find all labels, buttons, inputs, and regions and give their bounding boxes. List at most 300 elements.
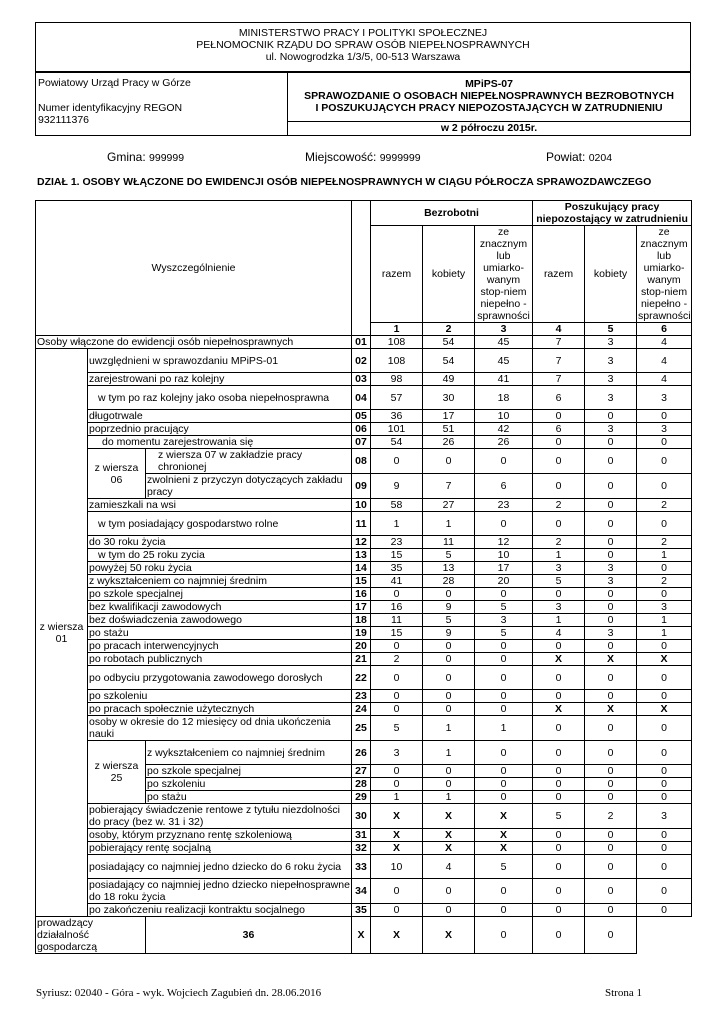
cell-04-col1: 57 xyxy=(371,386,423,410)
row-label-30: pobierający świadczenie rentowe z tytułu niezdolności do pracy (bez w. 31 i 32) xyxy=(88,804,352,829)
plenipotentiary-name: PEŁNOMOCNIK RZĄDU DO SPRAW OSÓB NIEPEŁNOSPRAWNYCH xyxy=(196,39,530,51)
cell-34-col6: 0 xyxy=(637,879,692,904)
cell-09-col5: 0 xyxy=(585,474,637,499)
row-label-04: w tym po raz kolejny jako osoba niepełnosprawna xyxy=(88,386,352,410)
miejscowosc-label: Miejscowość: xyxy=(305,150,377,164)
cell-02-col4: 7 xyxy=(533,349,585,373)
group-label-z25: z wiersza 25 xyxy=(88,741,146,804)
cell-30-col6: 3 xyxy=(637,804,692,829)
report-period: w 2 półroczu 2015r. xyxy=(288,121,690,135)
cell-36-col3: X xyxy=(423,917,475,954)
miejscowosc-field xyxy=(305,150,421,164)
table-row xyxy=(36,917,692,954)
row-label-19: po stażu xyxy=(88,627,352,640)
row-label-21: po robotach publicznych xyxy=(88,653,352,666)
cell-13-col5: 0 xyxy=(585,549,637,562)
cell-26-col6: 0 xyxy=(637,741,692,765)
row-number-19: 19 xyxy=(352,627,371,640)
row-label-28: po szkoleniu xyxy=(146,778,352,791)
cell-30-col3: X xyxy=(475,804,533,829)
cell-02-col6: 4 xyxy=(637,349,692,373)
table-row xyxy=(36,653,692,666)
cell-03-col1: 98 xyxy=(371,373,423,386)
cell-15-col6: 2 xyxy=(637,575,692,588)
cell-36-col1: X xyxy=(352,917,371,954)
cell-02-col3: 45 xyxy=(475,349,533,373)
row-label-07: do momentu zarejestrowania się xyxy=(88,436,352,449)
cell-06-col3: 42 xyxy=(475,423,533,436)
cell-10-col2: 27 xyxy=(423,499,475,512)
cell-18-col4: 1 xyxy=(533,614,585,627)
cell-35-col6: 0 xyxy=(637,904,692,917)
cell-07-col2: 26 xyxy=(423,436,475,449)
cell-11-col5: 0 xyxy=(585,512,637,536)
cell-01-col2: 54 xyxy=(423,336,475,349)
cell-14-col4: 3 xyxy=(533,562,585,575)
cell-30-col5: 2 xyxy=(585,804,637,829)
row-label-26: z wykształceniem co najmniej średnim xyxy=(146,741,352,765)
cell-21-col4: X xyxy=(533,653,585,666)
cell-26-col2: 1 xyxy=(423,741,475,765)
cell-20-col6: 0 xyxy=(637,640,692,653)
cell-06-col1: 101 xyxy=(371,423,423,436)
table-row xyxy=(36,904,692,917)
row-label-03: zarejestrowani po raz kolejny xyxy=(88,373,352,386)
colnum-6: 6 xyxy=(637,323,692,336)
cell-25-col6: 0 xyxy=(637,716,692,741)
group-label-z06: z wiersza 06 xyxy=(88,449,146,499)
identification-box xyxy=(35,72,691,136)
cell-13-col3: 10 xyxy=(475,549,533,562)
row-number-30: 30 xyxy=(352,804,371,829)
col-razem-2: razem xyxy=(533,226,585,323)
cell-15-col4: 5 xyxy=(533,575,585,588)
report-title-line2: I POSZUKUJĄCYCH PRACY NIEPOZOSTAJĄCYCH W ZATRUDNIENIU xyxy=(315,102,663,114)
row-number-09: 09 xyxy=(352,474,371,499)
row-number-21: 21 xyxy=(352,653,371,666)
cell-28-col5: 0 xyxy=(585,778,637,791)
row-label-29: po stażu xyxy=(146,791,352,804)
cell-13-col1: 15 xyxy=(371,549,423,562)
row-number-13: 13 xyxy=(352,549,371,562)
cell-09-col1: 9 xyxy=(371,474,423,499)
row-label-25: osoby w okresie do 12 miesięcy od dnia ukończenia nauki xyxy=(88,716,352,741)
cell-19-col4: 4 xyxy=(533,627,585,640)
cell-19-col5: 3 xyxy=(585,627,637,640)
cell-04-col4: 6 xyxy=(533,386,585,410)
cell-18-col6: 1 xyxy=(637,614,692,627)
cell-01-col1: 108 xyxy=(371,336,423,349)
table-row xyxy=(36,855,692,879)
row-number-17: 17 xyxy=(352,601,371,614)
cell-14-col6: 0 xyxy=(637,562,692,575)
cell-35-col5: 0 xyxy=(585,904,637,917)
cell-34-col2: 0 xyxy=(423,879,475,904)
cell-28-col2: 0 xyxy=(423,778,475,791)
row-label-24: po pracach społecznie użytecznych xyxy=(88,703,352,716)
row-label-36: prowadzący działalność gospodarczą xyxy=(36,917,146,954)
cell-36-col2: X xyxy=(371,917,423,954)
cell-21-col3: 0 xyxy=(475,653,533,666)
cell-27-col5: 0 xyxy=(585,765,637,778)
cell-18-col2: 5 xyxy=(423,614,475,627)
cell-12-col6: 2 xyxy=(637,536,692,549)
cell-08-col3: 0 xyxy=(475,449,533,474)
cell-24-col6: X xyxy=(637,703,692,716)
table-row xyxy=(36,879,692,904)
table-row xyxy=(36,703,692,716)
cell-26-col5: 0 xyxy=(585,741,637,765)
section-title: DZIAŁ 1. OSOBY WŁĄCZONE DO EWIDENCJI OSÓB NIEPEŁNOSPRAWNYCH W CIĄGU PÓŁROCZA SPRAWOZDAWCZEGO xyxy=(37,176,652,188)
ministry-header xyxy=(35,22,691,72)
row-label-14: powyżej 50 roku życia xyxy=(88,562,352,575)
row-label-23: po szkoleniu xyxy=(88,690,352,703)
cell-25-col4: 0 xyxy=(533,716,585,741)
cell-17-col2: 9 xyxy=(423,601,475,614)
table-row xyxy=(36,614,692,627)
cell-18-col3: 3 xyxy=(475,614,533,627)
cell-22-col6: 0 xyxy=(637,666,692,690)
row-number-07: 07 xyxy=(352,436,371,449)
cell-34-col4: 0 xyxy=(533,879,585,904)
cell-36-col6: 0 xyxy=(585,917,637,954)
col-razem-1: razem xyxy=(371,226,423,323)
row-number-34: 34 xyxy=(352,879,371,904)
cell-33-col1: 10 xyxy=(371,855,423,879)
row-label-05: długotrwale xyxy=(88,410,352,423)
group-jobseekers-header: Poszukujący pracy niepozostający w zatrudnieniu xyxy=(533,201,692,226)
table-row xyxy=(36,829,692,842)
row-number-03: 03 xyxy=(352,373,371,386)
row-number-01: 01 xyxy=(352,336,371,349)
cell-31-col4: 0 xyxy=(533,829,585,842)
row-number-26: 26 xyxy=(352,741,371,765)
cell-20-col4: 0 xyxy=(533,640,585,653)
row-label-22: po odbyciu przygotowania zawodowego dorosłych xyxy=(88,666,352,690)
col-znacznym-2: ze znacznym lub umiarko-wanym stop-niem niepełno - sprawności xyxy=(638,226,691,322)
cell-33-col5: 0 xyxy=(585,855,637,879)
cell-15-col2: 28 xyxy=(423,575,475,588)
table-row xyxy=(36,666,692,690)
cell-22-col5: 0 xyxy=(585,666,637,690)
cell-35-col4: 0 xyxy=(533,904,585,917)
cell-26-col1: 3 xyxy=(371,741,423,765)
cell-14-col3: 17 xyxy=(475,562,533,575)
cell-31-col5: 0 xyxy=(585,829,637,842)
cell-16-col6: 0 xyxy=(637,588,692,601)
gmina-field xyxy=(107,150,184,164)
row-label-06: poprzednio pracujący xyxy=(88,423,352,436)
cell-12-col5: 0 xyxy=(585,536,637,549)
cell-11-col2: 1 xyxy=(423,512,475,536)
col-kobiety-1: kobiety xyxy=(423,226,475,323)
cell-03-col3: 41 xyxy=(475,373,533,386)
gmina-value: 999999 xyxy=(149,152,185,164)
cell-08-col2: 0 xyxy=(423,449,475,474)
ministry-address: ul. Nowogrodzka 1/3/5, 00-513 Warszawa xyxy=(265,51,461,63)
cell-04-col5: 3 xyxy=(585,386,637,410)
cell-32-col6: 0 xyxy=(637,842,692,855)
regon-label: Numer identyfikacyjny REGON xyxy=(38,102,183,114)
row-label-31: osoby, którym przyznano rentę szkoleniową xyxy=(88,829,352,842)
table-row xyxy=(36,842,692,855)
table-row xyxy=(36,386,692,410)
table-row xyxy=(36,690,692,703)
cell-25-col1: 5 xyxy=(371,716,423,741)
row-label-32: pobierający rentę socjalną xyxy=(88,842,352,855)
cell-26-col3: 0 xyxy=(475,741,533,765)
table-body xyxy=(36,336,692,954)
cell-35-col2: 0 xyxy=(423,904,475,917)
row-number-28: 28 xyxy=(352,778,371,791)
table-row xyxy=(36,512,692,536)
cell-34-col1: 0 xyxy=(371,879,423,904)
row-number-15: 15 xyxy=(352,575,371,588)
cell-28-col3: 0 xyxy=(475,778,533,791)
cell-05-col1: 36 xyxy=(371,410,423,423)
cell-01-col4: 7 xyxy=(533,336,585,349)
cell-15-col5: 3 xyxy=(585,575,637,588)
cell-02-col2: 54 xyxy=(423,349,475,373)
row-number-33: 33 xyxy=(352,855,371,879)
cell-21-col6: X xyxy=(637,653,692,666)
group-unemployed-header: Bezrobotni xyxy=(371,201,533,226)
row-label-10: zamieszkali na wsi xyxy=(88,499,352,512)
cell-17-col5: 0 xyxy=(585,601,637,614)
cell-05-col6: 0 xyxy=(637,410,692,423)
cell-23-col1: 0 xyxy=(371,690,423,703)
row-number-14: 14 xyxy=(352,562,371,575)
cell-21-col5: X xyxy=(585,653,637,666)
cell-08-col1: 0 xyxy=(371,449,423,474)
cell-25-col2: 1 xyxy=(423,716,475,741)
cell-28-col1: 0 xyxy=(371,778,423,791)
cell-24-col5: X xyxy=(585,703,637,716)
cell-24-col3: 0 xyxy=(475,703,533,716)
cell-16-col1: 0 xyxy=(371,588,423,601)
row-number-04: 04 xyxy=(352,386,371,410)
cell-18-col1: 11 xyxy=(371,614,423,627)
colnum-5: 5 xyxy=(585,323,637,336)
cell-32-col4: 0 xyxy=(533,842,585,855)
cell-36-col5: 0 xyxy=(533,917,585,954)
row-number-11: 11 xyxy=(352,512,371,536)
row-number-05: 05 xyxy=(352,410,371,423)
cell-21-col1: 2 xyxy=(371,653,423,666)
cell-02-col1: 108 xyxy=(371,349,423,373)
cell-10-col6: 2 xyxy=(637,499,692,512)
cell-09-col3: 6 xyxy=(475,474,533,499)
cell-13-col2: 5 xyxy=(423,549,475,562)
row-number-27: 27 xyxy=(352,765,371,778)
cell-34-col3: 0 xyxy=(475,879,533,904)
cell-11-col1: 1 xyxy=(371,512,423,536)
cell-27-col1: 0 xyxy=(371,765,423,778)
table-row xyxy=(36,716,692,741)
cell-31-col1: X xyxy=(371,829,423,842)
row-number-18: 18 xyxy=(352,614,371,627)
cell-09-col4: 0 xyxy=(533,474,585,499)
row-label-13: w tym do 25 roku zycia xyxy=(88,549,352,562)
cell-17-col6: 3 xyxy=(637,601,692,614)
cell-29-col1: 1 xyxy=(371,791,423,804)
row-number-06: 06 xyxy=(352,423,371,436)
cell-22-col4: 0 xyxy=(533,666,585,690)
table-row xyxy=(36,640,692,653)
row-label-09: zwolnieni z przyczyn dotyczących zakładu pracy xyxy=(146,474,352,499)
report-title-line1: SPRAWOZDANIE O OSOBACH NIEPEŁNOSPRAWNYCH BEZROBOTNYCH xyxy=(304,90,674,102)
cell-12-col3: 12 xyxy=(475,536,533,549)
table-row xyxy=(36,373,692,386)
cell-34-col5: 0 xyxy=(585,879,637,904)
cell-03-col6: 4 xyxy=(637,373,692,386)
cell-27-col2: 0 xyxy=(423,765,475,778)
cell-04-col6: 3 xyxy=(637,386,692,410)
table-row xyxy=(36,549,692,562)
row-label-34: posiadający co najmniej jedno dziecko niepełnosprawne do 18 roku życia xyxy=(89,879,350,903)
row-label-11: w tym posiadający gospodarstwo rolne xyxy=(88,512,352,536)
cell-31-col6: 0 xyxy=(637,829,692,842)
cell-12-col4: 2 xyxy=(533,536,585,549)
cell-32-col3: X xyxy=(475,842,533,855)
cell-23-col3: 0 xyxy=(475,690,533,703)
table-row xyxy=(36,423,692,436)
cell-07-col4: 0 xyxy=(533,436,585,449)
cell-35-col1: 0 xyxy=(371,904,423,917)
cell-05-col2: 17 xyxy=(423,410,475,423)
row-number-23: 23 xyxy=(352,690,371,703)
footer-page: Strona 1 xyxy=(605,987,642,999)
row-number-12: 12 xyxy=(352,536,371,549)
cell-30-col1: X xyxy=(371,804,423,829)
cell-13-col6: 1 xyxy=(637,549,692,562)
cell-20-col1: 0 xyxy=(371,640,423,653)
row-number-24: 24 xyxy=(352,703,371,716)
cell-23-col6: 0 xyxy=(637,690,692,703)
row-number-16: 16 xyxy=(352,588,371,601)
cell-08-col6: 0 xyxy=(637,449,692,474)
cell-05-col3: 10 xyxy=(475,410,533,423)
cell-24-col2: 0 xyxy=(423,703,475,716)
cell-30-col4: 5 xyxy=(533,804,585,829)
cell-07-col6: 0 xyxy=(637,436,692,449)
cell-24-col4: X xyxy=(533,703,585,716)
colnum-3: 3 xyxy=(475,323,533,336)
cell-10-col4: 2 xyxy=(533,499,585,512)
cell-18-col5: 0 xyxy=(585,614,637,627)
cell-03-col5: 3 xyxy=(585,373,637,386)
table-row xyxy=(36,449,692,474)
data-table xyxy=(35,200,692,954)
group-label-z01: z wiersza 01 xyxy=(36,349,88,917)
cell-06-col5: 3 xyxy=(585,423,637,436)
cell-31-col3: X xyxy=(475,829,533,842)
row-number-08: 08 xyxy=(352,449,371,474)
cell-10-col5: 0 xyxy=(585,499,637,512)
cell-19-col3: 5 xyxy=(475,627,533,640)
office-name: Powiatowy Urząd Pracy w Górze xyxy=(38,77,191,89)
row-label-02: uwzględnieni w sprawozdaniu MPiPS-01 xyxy=(88,349,352,373)
cell-04-col2: 30 xyxy=(423,386,475,410)
table-row xyxy=(36,627,692,640)
cell-17-col4: 3 xyxy=(533,601,585,614)
cell-14-col2: 13 xyxy=(423,562,475,575)
cell-27-col3: 0 xyxy=(475,765,533,778)
cell-11-col3: 0 xyxy=(475,512,533,536)
cell-03-col4: 7 xyxy=(533,373,585,386)
cell-22-col1: 0 xyxy=(371,666,423,690)
cell-29-col5: 0 xyxy=(585,791,637,804)
table-row xyxy=(36,575,692,588)
colnum-4: 4 xyxy=(533,323,585,336)
cell-30-col2: X xyxy=(423,804,475,829)
cell-15-col3: 20 xyxy=(475,575,533,588)
cell-14-col1: 35 xyxy=(371,562,423,575)
cell-26-col4: 0 xyxy=(533,741,585,765)
cell-19-col2: 9 xyxy=(423,627,475,640)
cell-01-col6: 4 xyxy=(637,336,692,349)
cell-33-col2: 4 xyxy=(423,855,475,879)
row-label-15: z wykształceniem co najmniej średnim xyxy=(88,575,352,588)
cell-29-col3: 0 xyxy=(475,791,533,804)
row-label-27: po szkole specjalnej xyxy=(146,765,352,778)
cell-19-col6: 1 xyxy=(637,627,692,640)
row-label-16: po szkole specjalnej xyxy=(88,588,352,601)
regon-number: 932111376 xyxy=(38,114,89,126)
cell-16-col3: 0 xyxy=(475,588,533,601)
cell-19-col1: 15 xyxy=(371,627,423,640)
row-number-10: 10 xyxy=(352,499,371,512)
miejscowosc-value: 9999999 xyxy=(379,152,421,164)
col-kobiety-2: kobiety xyxy=(585,226,637,323)
table-row xyxy=(36,336,692,349)
row-number-35: 35 xyxy=(352,904,371,917)
cell-32-col2: X xyxy=(423,842,475,855)
row-label-08: z wiersza 07 w zakładzie pracy chronionej xyxy=(146,449,352,474)
cell-20-col3: 0 xyxy=(475,640,533,653)
table-row xyxy=(36,349,692,373)
row-label-35: po zakończeniu realizacji kontraktu socjalnego xyxy=(88,904,352,917)
table-row xyxy=(36,536,692,549)
cell-17-col1: 16 xyxy=(371,601,423,614)
cell-35-col3: 0 xyxy=(475,904,533,917)
cell-01-col3: 45 xyxy=(475,336,533,349)
cell-07-col3: 26 xyxy=(475,436,533,449)
row-number-32: 32 xyxy=(352,842,371,855)
cell-06-col6: 3 xyxy=(637,423,692,436)
row-number-20: 20 xyxy=(352,640,371,653)
cell-08-col5: 0 xyxy=(585,449,637,474)
cell-16-col5: 0 xyxy=(585,588,637,601)
cell-33-col4: 0 xyxy=(533,855,585,879)
cell-10-col3: 23 xyxy=(475,499,533,512)
cell-04-col3: 18 xyxy=(475,386,533,410)
report-title-column xyxy=(288,73,690,135)
cell-16-col4: 0 xyxy=(533,588,585,601)
ministry-name: MINISTERSTWO PRACY I POLITYKI SPOŁECZNEJ xyxy=(238,27,488,39)
cell-12-col2: 11 xyxy=(423,536,475,549)
cell-14-col5: 3 xyxy=(585,562,637,575)
col-znacznym-1: ze znacznym lub umiarko-wanym stop-niem niepełno - sprawności xyxy=(475,226,533,323)
table-row xyxy=(36,562,692,575)
row-number-02: 02 xyxy=(352,349,371,373)
cell-07-col1: 54 xyxy=(371,436,423,449)
row-number-36: 36 xyxy=(146,917,352,954)
cell-06-col4: 6 xyxy=(533,423,585,436)
colnum-1: 1 xyxy=(371,323,423,336)
cell-21-col2: 0 xyxy=(423,653,475,666)
cell-09-col6: 0 xyxy=(637,474,692,499)
